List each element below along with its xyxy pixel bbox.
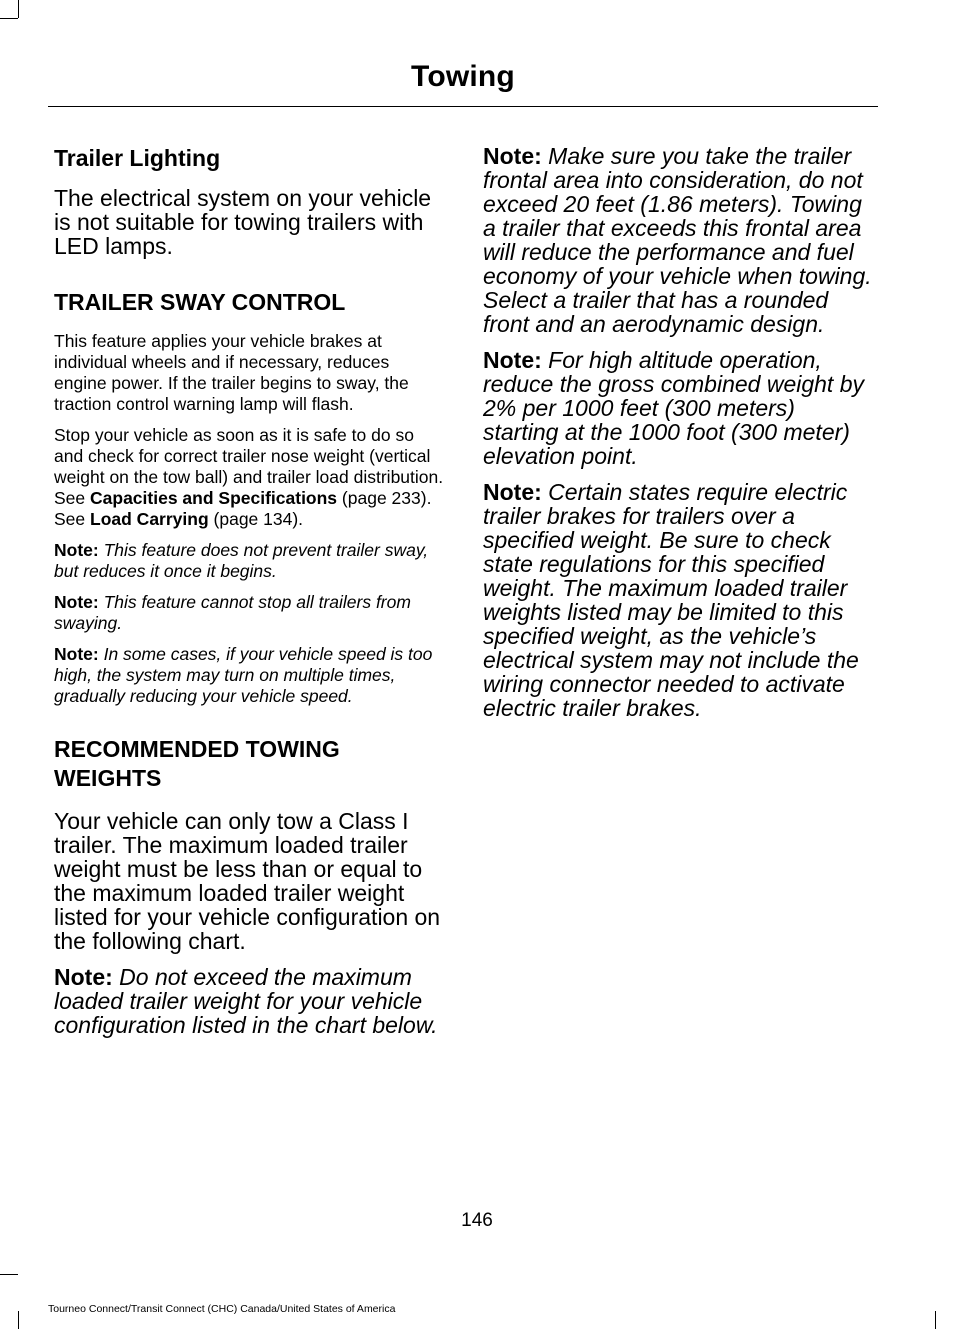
load-carrying-link[interactable]: Load Carrying <box>90 509 209 529</box>
trailer-lighting-heading: Trailer Lighting <box>54 145 221 171</box>
sway-paragraph-2 <box>54 425 444 530</box>
note-text: This feature does not prevent trailer sway, but reduces it once it begins. <box>54 540 429 581</box>
electric-brakes-note <box>483 480 873 720</box>
note-label: Note: <box>483 347 542 373</box>
towing-weights-heading: RECOMMENDED TOWING WEIGHTS <box>54 736 340 791</box>
crop-mark <box>18 0 19 18</box>
sway-note-3 <box>54 644 444 707</box>
header-divider <box>48 106 878 107</box>
sway-paragraph-1: This feature applies your vehicle brakes at individual wheels and if necessary, reduces engine power. If the trailer begins to sway, the traction control warning lamp will flash. <box>54 331 409 414</box>
note-label: Note: <box>54 592 99 612</box>
crop-mark <box>0 1274 18 1275</box>
crop-mark <box>18 1311 19 1329</box>
capacities-page-ref: (page 233). <box>341 488 432 508</box>
crop-mark <box>935 1311 936 1329</box>
note-text: Certain states require electric trailer brakes for trailers over a specified weight. Be sure to check state regulations for this specified weight. The maximum loaded trailer weights listed may be limited to this specified weight, as the vehicle’s electrical system may not include the wiring connector needed to activate electric trailer brakes. <box>483 479 859 721</box>
note-label: Note: <box>483 479 542 505</box>
towing-weights-body: Your vehicle can only tow a Class I trailer. The maximum loaded trailer weight must be less than or equal to the maximum loaded trailer weight listed for your vehicle configuration on the following chart. <box>54 808 441 954</box>
crop-mark <box>0 18 18 19</box>
sway-note-1 <box>54 540 444 582</box>
page-title: Towing <box>411 60 515 93</box>
altitude-note <box>483 348 873 468</box>
frontal-area-note <box>483 144 873 336</box>
trailer-lighting-body: The electrical system on your vehicle is not suitable for towing trailers with LED lamps. <box>54 185 432 259</box>
note-text: For high altitude operation, reduce the gross combined weight by 2% per 1000 feet (300 meters) starting at the 1000 foot (300 meter) elevation point. <box>483 347 864 469</box>
capacities-link[interactable]: Capacities and Specifications <box>90 488 338 508</box>
left-column <box>54 144 444 1037</box>
note-label: Note: <box>54 964 113 990</box>
trailer-sway-heading: TRAILER SWAY CONTROL <box>54 289 346 315</box>
sway-paragraph-2-text: Stop your vehicle as soon as it is safe to do so and check for correct trailer nose weight (vertical weight on the tow ball) and trailer load distribution. See <box>54 425 444 508</box>
footer-text: Tourneo Connect/Transit Connect (CHC) Canada/United States of America <box>48 1303 396 1315</box>
sway-note-2 <box>54 592 444 634</box>
right-column <box>483 144 873 720</box>
note-text: Do not exceed the maximum loaded trailer weight for your vehicle configuration listed in the chart below. <box>54 964 438 1038</box>
note-label: Note: <box>54 540 99 560</box>
load-carrying-page-ref: (page 134). <box>213 509 304 529</box>
towing-weights-note <box>54 965 444 1037</box>
note-text: Make sure you take the trailer frontal area into consideration, do not exceed 20 feet (1.86 meters). Towing a trailer that exceeds this frontal area will reduce the performance and fuel economy of your vehicle when towing. Select a trailer that has a rounded front and an aerodynamic design. <box>483 143 872 337</box>
note-label: Note: <box>483 143 542 169</box>
note-text: This feature cannot stop all trailers from swaying. <box>54 592 411 633</box>
note-label: Note: <box>54 644 99 664</box>
note-text: In some cases, if your vehicle speed is too high, the system may turn on multiple times, gradually reducing your vehicle speed. <box>54 644 433 706</box>
page-number: 146 <box>461 1210 493 1231</box>
see-text: See <box>54 509 86 529</box>
